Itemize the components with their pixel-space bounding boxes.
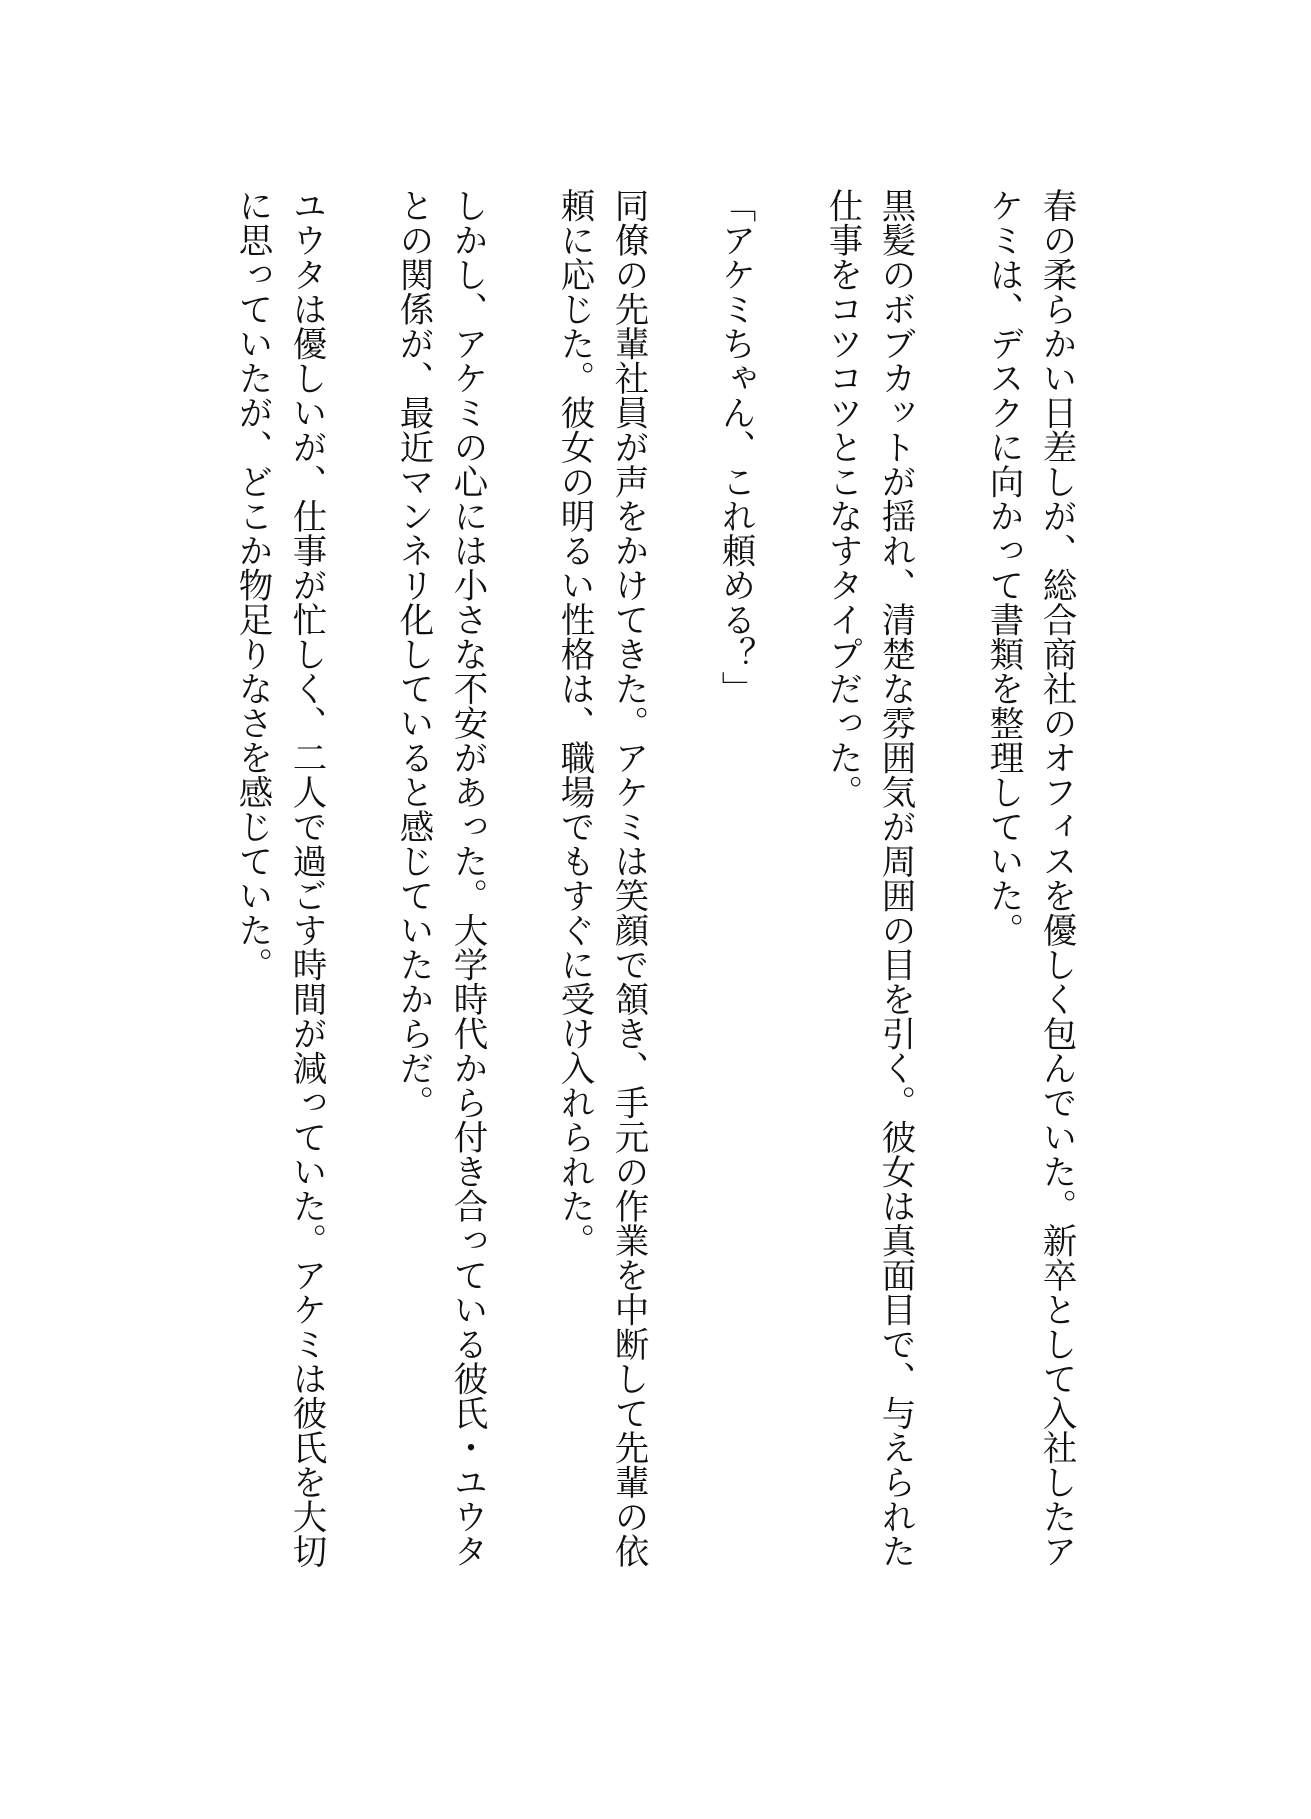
text-column-5: 同僚の先輩社員が声をかけてきた。アケミは笑顔で頷き、手元の作業を中断して先輩の依 bbox=[608, 188, 648, 1568]
text-column-3: 黒髪のボブカットが揺れ、清楚な雰囲気が周囲の目を引く。彼女は真面目で、与えられた bbox=[875, 188, 915, 1568]
dialogue-column: 「アケミちゃん、これ頼める？」 bbox=[715, 188, 755, 706]
text-column-10: に思っていたが、どこか物足りなさを感じていた。 bbox=[232, 188, 272, 982]
text-column-4: 仕事をコツコツとこなすタイプだった。 bbox=[822, 188, 862, 809]
text-column-9: ユウタは優しいが、仕事が忙しく、二人で過ごす時間が減っていた。アケミは彼氏を大切 bbox=[286, 188, 326, 1568]
text-column-1: 春の柔らかい日差しが、総合商社のオフィスを優しく包んでいた。新卒として入社したア bbox=[1036, 188, 1076, 1568]
text-column-7: しかし、アケミの心には小さな不安があった。大学時代から付き合っている彼氏・ユウタ bbox=[447, 188, 487, 1568]
text-column-2: ケミは、デスクに向かって書類を整理していた。 bbox=[983, 188, 1023, 947]
text-column-6: 頼に応じた。彼女の明るい性格は、職場でもすぐに受け入れられた。 bbox=[554, 188, 594, 1258]
text-column-8: との関係が、最近マンネリ化していると感じていたからだ。 bbox=[393, 188, 433, 1120]
